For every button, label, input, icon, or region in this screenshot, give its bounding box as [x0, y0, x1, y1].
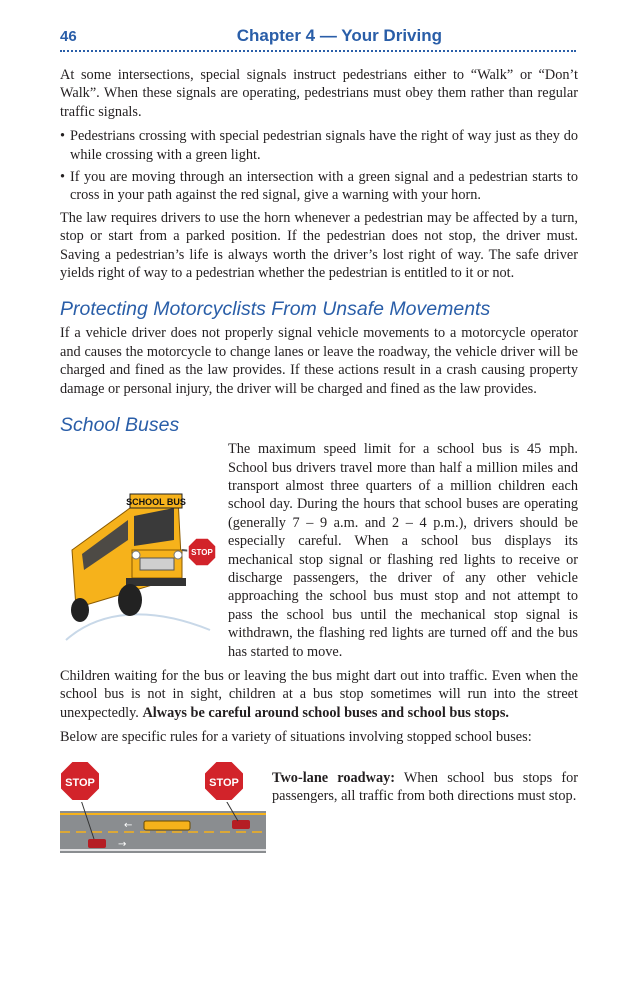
motorcyclists-heading: Protecting Motorcyclists From Unsafe Movements — [60, 298, 491, 321]
bus-sign-label: SCHOOL BUS — [126, 497, 186, 508]
two-lane-label: Two-lane roadway: — [272, 769, 396, 786]
rules-intro-paragraph: Below are specific rules for a variety of situations involving stopped school buses: — [60, 729, 532, 746]
children-warning-text: Children waiting for the bus or leaving the bus might dart out into traffic. Even when the school bus is not in sight, children at a bus stop sometimes will run into the street unexpectedly. — [60, 667, 578, 721]
header-divider — [60, 50, 576, 52]
arrow-right-icon: → — [118, 838, 127, 850]
bullet-item: • Pedestrians crossing with special pedestrian signals have the right of way just as they do while crossing with a green light. — [60, 127, 578, 164]
children-warning-bold: Always be careful around school buses and school bus stops. — [142, 704, 509, 721]
bullet-item: • If you are moving through an intersection with a green signal and a pedestrian starts to cross in your path against the red signal, give a warning with your horn. — [60, 168, 578, 205]
school-bus-section — [60, 440, 578, 667]
page-body — [60, 66, 578, 865]
horn-law-paragraph: The law requires drivers to use the horn whenever a pedestrian may be affected by a turn, stop or start from a parked position. If the pedestrian does not stop, the driver must. Saving a pedestrian’s life is always worth the driver’s lost right of way. The safe driver yields right of way to a pedestrian whether the pedestrian is entitled to it or not. — [60, 209, 578, 282]
motorcyclists-paragraph: If a vehicle driver does not properly signal vehicle movements to a motorcycle operator and causes the motorcycle to change lanes or leave the roadway, the vehicle driver will be charged and fined as the law provides. If these actions result in a crash causing property damage or personal injury, the driver will be charged and fined as the law provides. — [60, 325, 578, 397]
school-buses-heading: School Buses — [60, 414, 180, 437]
page-number: 46 — [60, 28, 77, 45]
two-lane-description: When school bus stops for passengers, all traffic from both directions must stop. — [272, 769, 578, 804]
page-header — [60, 26, 576, 50]
bus-stop-sign-text: STOP — [191, 548, 213, 558]
stop-sign-left-text: STOP — [65, 776, 95, 789]
stop-sign-right-text: STOP — [209, 776, 239, 789]
school-bus-speed-paragraph: The maximum speed limit for a school bus is 45 mph. School bus drivers travel more than half a million miles and transport almost three quarters of a million children each school day. During the hours that school buses are operating (generally 7 – 9 a.m. and 2 – 4 p.m.), drivers should be especially careful. When a school bus displays its mechanical stop signal or flashing red lights to receive or discharge passengers, the driver of any other vehicle approaching the school bus must stop and not attempt to pass the school bus until the mechanical stop signal is withdrawn, the flashing red lights are turned off and the bus has started to move. — [228, 441, 578, 660]
pedestrian-bullets — [60, 127, 578, 205]
arrow-left-icon: ← — [124, 819, 133, 831]
school-bus-illustration — [60, 480, 220, 648]
two-lane-rule-text — [272, 769, 578, 806]
children-warning-paragraph — [60, 667, 578, 722]
chapter-title: Chapter 4 — Your Driving — [236, 26, 442, 45]
pedestrian-signals-paragraph: At some intersections, special signals instruct pedestrians either to “Walk” or “Don’t Walk”. When these signals are operating, pedestrians must obey them rather than regular traffic signals. — [60, 67, 578, 120]
two-lane-diagram — [60, 761, 266, 857]
two-lane-rule — [60, 755, 578, 865]
